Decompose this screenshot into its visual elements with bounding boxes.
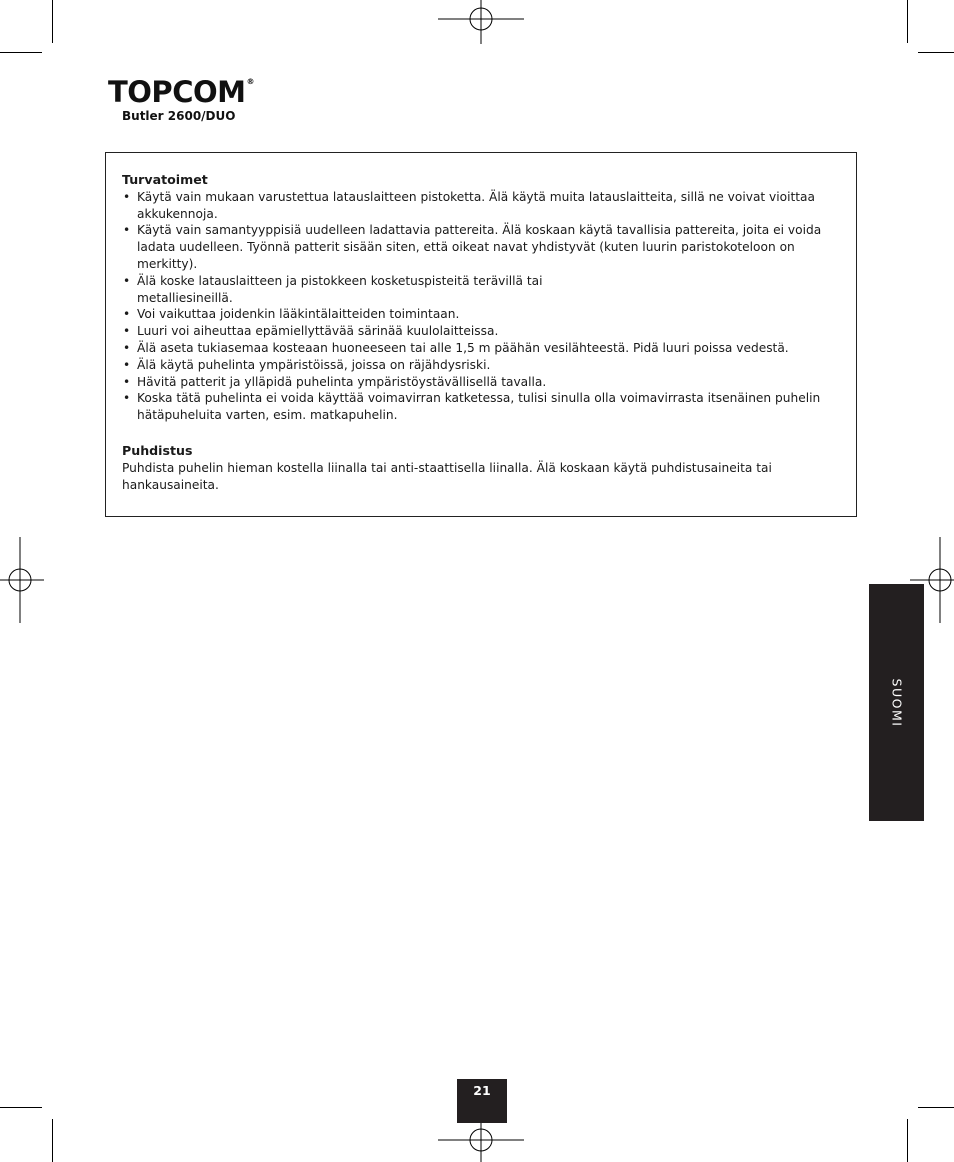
list-item: • Älä koske latauslaitteen ja pistokkeen kosketuspisteitä terävillä tai metalliesineillä. [123, 273, 543, 305]
crop-mark [52, 0, 53, 43]
crop-mark [0, 1107, 42, 1108]
content [122, 172, 822, 493]
crop-mark [0, 52, 42, 53]
model-name: Butler 2600/DUO [122, 109, 236, 123]
crop-mark [907, 0, 908, 43]
registration-mark-left [0, 537, 44, 623]
list-item: • Koska tätä puhelinta ei voida käyttää voimavirran katketessa, tulisi sinulla olla voimavirrasta itsenäinen puhelin hätäpuheluita varten, esim. matkapuhelin. [123, 391, 821, 423]
list-item: • Luuri voi aiheuttaa epämiellyttävää särinää kuulolaitteissa. [123, 324, 499, 339]
crop-mark [918, 52, 954, 53]
language-tab-label: SUOMI [889, 678, 904, 727]
list-item: • Käytä vain samantyyppisiä uudelleen ladattavia pattereita. Älä koskaan käytä tavallisia pattereita, joita ei voida ladata uudelleen. Työnnä patterit sisään siten, että oikeat navat yhdistyvät (kuten luurin paristokoteloon on merkitty). [123, 223, 822, 271]
registration-mark-top [438, 0, 524, 44]
list-item: • Älä käytä puhelinta ympäristöissä, joissa on räjähdysriski. [123, 357, 491, 372]
trademark: ® [246, 77, 254, 86]
list-item: • Hävitä patterit ja ylläpidä puhelinta ympäristöystävällisellä tavalla. [123, 374, 547, 389]
registration-mark-bottom [438, 1118, 524, 1162]
cleaning-heading: Puhdistus [122, 442, 193, 458]
list-item: • Käytä vain mukaan varustettua latauslaitteen pistoketta. Älä käytä muita latauslaitteita, sillä ne voivat vioittaa akkukennoja. [123, 189, 815, 221]
crop-mark [918, 1107, 954, 1108]
cleaning-text: Puhdista puhelin hieman kostella liinalla tai anti-staattisella liinalla. Älä koskaan käytä puhdistusaineita tai hankausaineita. [122, 460, 772, 492]
brand-name: TOPCOM [108, 75, 246, 109]
list-item: • Voi vaikuttaa joidenkin lääkintälaitteiden toimintaan. [123, 307, 460, 322]
page-number-box [457, 1079, 507, 1123]
crop-mark [907, 1119, 908, 1162]
list-item: • Älä aseta tukiasemaa kosteaan huoneeseen tai alle 1,5 m päähän vesilähteestä. Pidä luuri poissa vedestä. [123, 340, 789, 355]
safety-heading: Turvatoimet [122, 172, 208, 187]
safety-list [122, 189, 822, 424]
crop-mark [52, 1119, 53, 1162]
page-number: 21 [473, 1083, 491, 1098]
language-tab [869, 584, 924, 821]
brand-logo [108, 75, 254, 109]
